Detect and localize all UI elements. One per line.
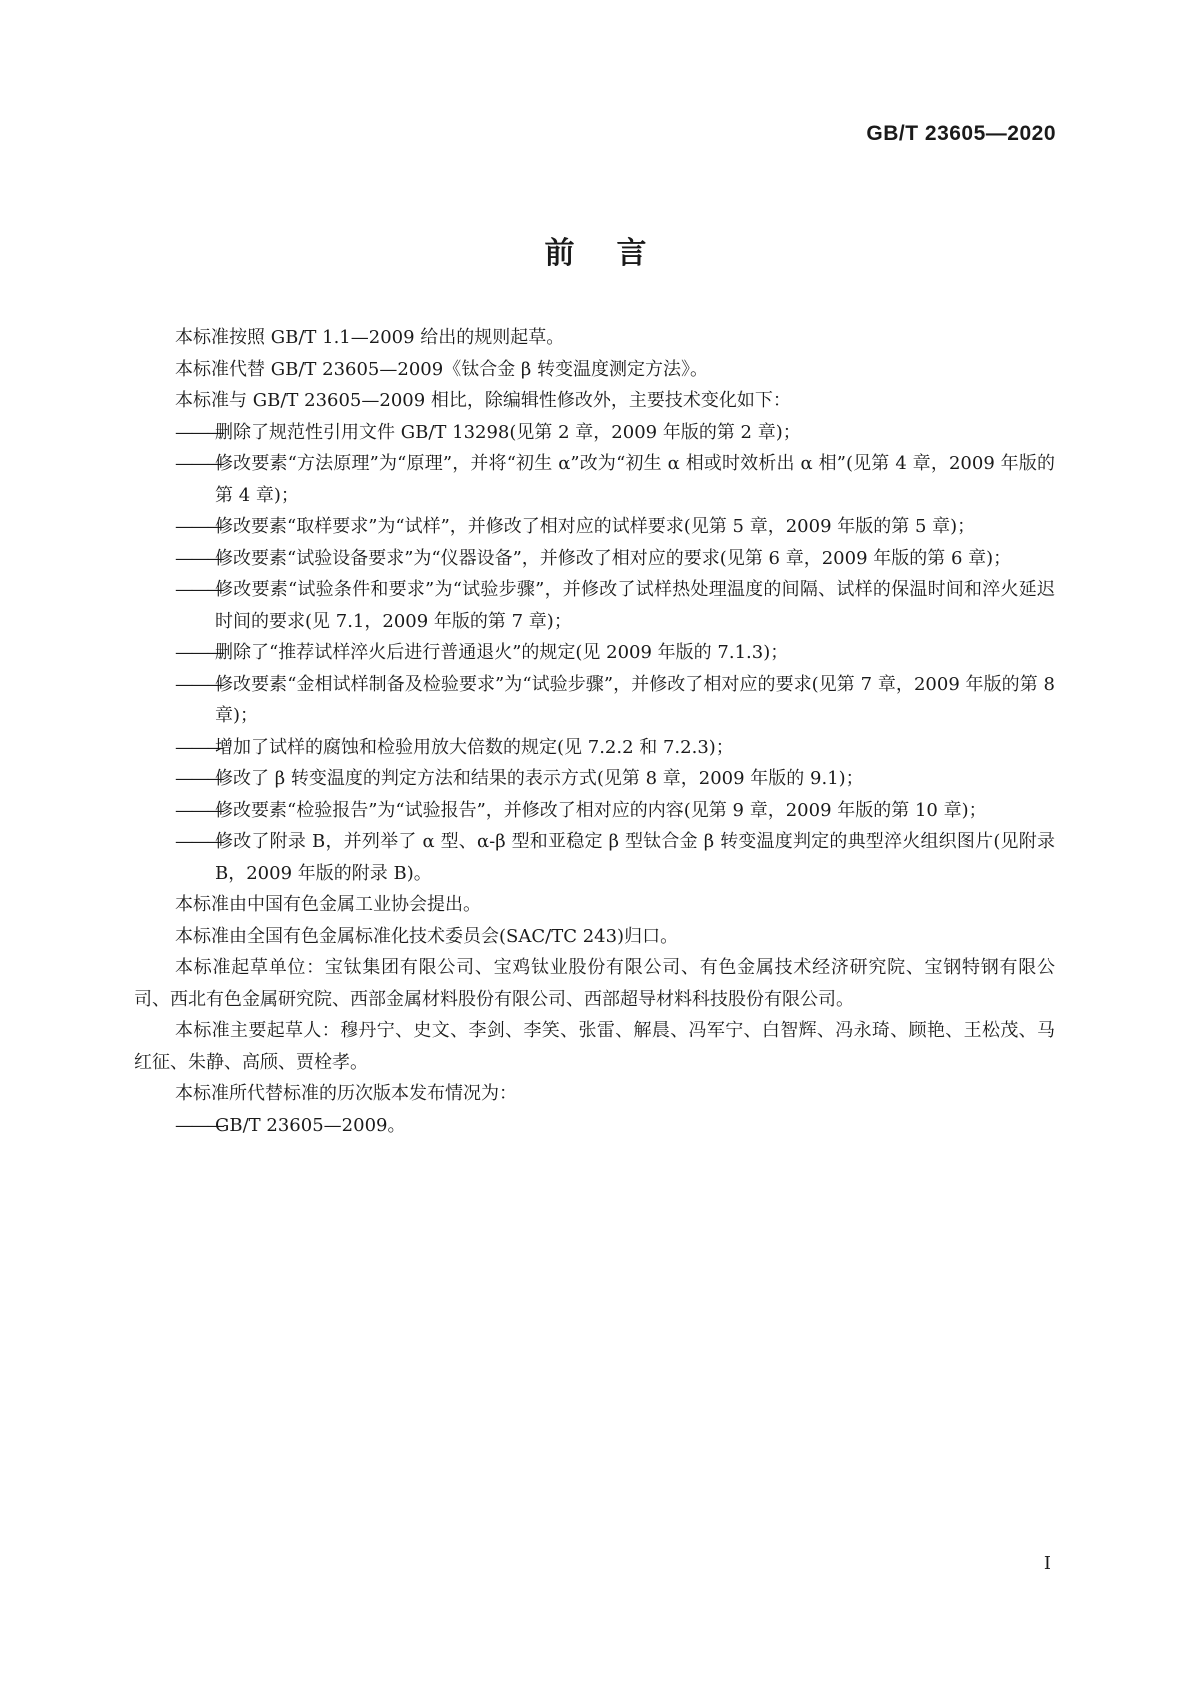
list-item [134,732,1055,764]
paragraph: 本标准主要起草人：穆丹宁、史文、李剑、李笑、张雷、解晨、冯军宁、白智辉、冯永琦、顾艳、王松茂、马红征、朱静、高颀、贾栓孝。 [134,1020,1055,1073]
dash-marker: ——— [175,673,223,695]
list-item [134,1110,1055,1142]
dash-marker: ——— [175,1114,223,1136]
list-item [134,795,1055,827]
dash-marker: ——— [175,453,223,474]
dash-marker: ——— [175,579,223,600]
dash-marker: ——— [175,547,223,569]
paragraph: 本标准代替 GB/T 23605—2009《钛合金 β 转变温度测定方法》。 [175,358,709,380]
list-item [134,448,1055,511]
list-item [134,763,1055,795]
standard-code: GB/T 23605—2020 [866,122,1056,145]
list-item-text: 修改要素“金相试样制备及检验要求”为“试验步骤”，并修改了相对应的要求(见第 7 章，2009 年版的第 8 章)； [215,673,1055,726]
paragraph: 本标准由全国有色金属标准化技术委员会(SAC/TC 243)归口。 [175,925,679,947]
dash-marker: ——— [175,736,223,758]
list-item-text: 修改了 β 转变温度的判定方法和结果的表示方式(见第 8 章，2009 年版的 9.1)； [215,768,864,789]
list-item-text: 修改了附录 B，并列举了 α 型、α-β 型和亚稳定 β 型钛合金 β 转变温度判定的典型淬火组织图片(见附录 B，2009 年版的附录 B)。 [215,831,1055,884]
dash-marker: ——— [175,516,223,537]
dash-marker: ——— [175,799,223,821]
paragraph: 本标准与 GB/T 23605—2009 相比，除编辑性修改外，主要技术变化如下： [175,390,791,411]
paragraph: 本标准由中国有色金属工业协会提出。 [175,894,481,915]
paragraph: 本标准按照 GB/T 1.1—2009 给出的规则起草。 [175,327,565,348]
list-item [134,669,1055,732]
page-number: I [1043,1553,1051,1574]
list-item-text: GB/T 23605—2009。 [215,1114,406,1136]
list-item-text: 删除了规范性引用文件 GB/T 13298(见第 2 章，2009 年版的第 2 章)； [215,421,801,443]
dash-marker: ——— [175,768,223,789]
dash-marker: ——— [175,831,223,852]
list-item-text: 删除了“推荐试样淬火后进行普通退火”的规定(见 2009 年版的 7.1.3)； [215,642,789,663]
list-item-text: 增加了试样的腐蚀和检验用放大倍数的规定(见 7.2.2 和 7.2.3)； [215,736,734,758]
list-item [134,511,1055,543]
document-body [134,322,1055,1141]
list-item-text: 修改要素“取样要求”为“试样”，并修改了相对应的试样要求(见第 5 章，2009 年版的第 5 章)； [215,516,976,537]
paragraph: 本标准所代替标准的历次版本发布情况为： [175,1083,517,1104]
list-item [134,543,1055,575]
list-item-text: 修改要素“试验设备要求”为“仪器设备”，并修改了相对应的要求(见第 6 章，2009 年版的第 6 章)； [215,547,1012,569]
page-title: 前言 [544,236,689,271]
list-item [134,574,1055,637]
list-item-text: 修改要素“方法原理”为“原理”，并将“初生 α”改为“初生 α 相或时效析出 α 相”(见第 4 章，2009 年版的第 4 章)； [215,453,1055,506]
paragraph: 本标准起草单位：宝钛集团有限公司、宝鸡钛业股份有限公司、有色金属技术经济研究院、宝钢特钢有限公司、西北有色金属研究院、西部金属材料股份有限公司、西部超导材料科技股份有限公司。 [134,957,1055,1010]
list-item [134,637,1055,669]
list-item-text: 修改要素“检验报告”为“试验报告”，并修改了相对应的内容(见第 9 章，2009 年版的第 10 章)； [215,799,987,821]
list-item [134,826,1055,889]
list-item [134,417,1055,449]
dash-marker: ——— [175,421,223,443]
list-item-text: 修改要素“试验条件和要求”为“试验步骤”，并修改了试样热处理温度的间隔、试样的保温时间和淬火延迟时间的要求(见 7.1，2009 年版的第 7 章)； [215,579,1055,632]
dash-marker: ——— [175,642,223,663]
